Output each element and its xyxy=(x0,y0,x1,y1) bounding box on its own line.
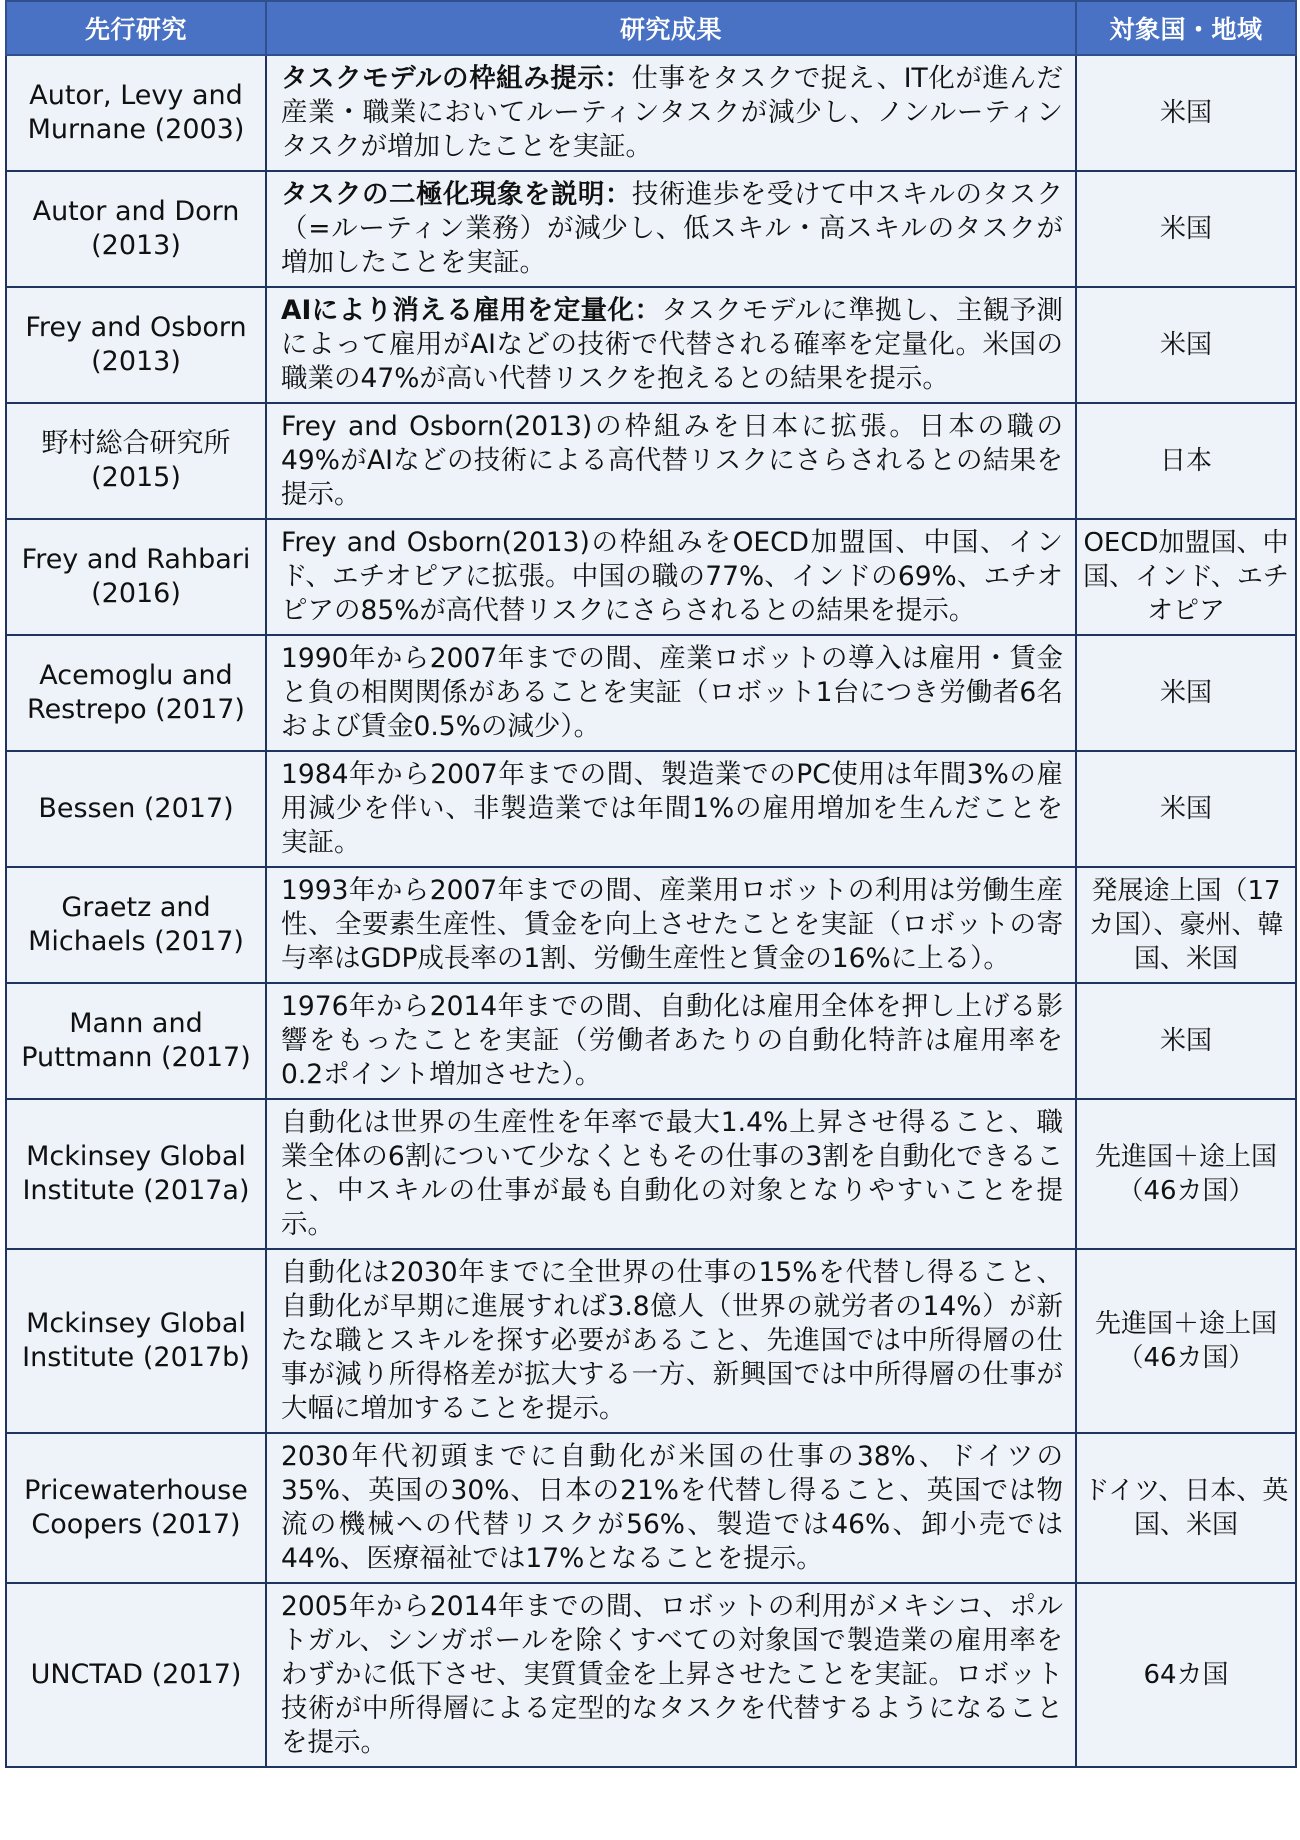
table-row xyxy=(6,403,1296,519)
research-table-container xyxy=(5,0,1295,1768)
result-text: Frey and Osborn(2013)の枠組みをOECD加盟国、中国、インド、エチオピアに拡張。中国の職の77%、インドの69%、エチオピアの85%が高代替リスクにさらされるとの結果を提示。 xyxy=(281,527,1063,626)
region-cell: 64カ国 xyxy=(1076,1583,1296,1767)
table-row xyxy=(6,751,1296,867)
study-cell: Frey and Osborn (2013) xyxy=(6,287,266,403)
table-row xyxy=(6,1433,1296,1583)
result-text: 2030年代初頭までに自動化が米国の仕事の38%、ドイツの35%、英国の30%、日本の21%を代替し得ること、英国では物流の機械への代替リスクが56%、製造では46%、卸小売では44%、医療福祉では17%となることを提示。 xyxy=(281,1441,1063,1574)
result-text: タスクモデルに準拠し、主観予測によって雇用がAIなどの技術で代替される確率を定量化。米国の職業の47%が高い代替リスクを抱えるとの結果を提示。 xyxy=(281,295,1063,394)
study-cell: Frey and Rahbari (2016) xyxy=(6,519,266,635)
region-cell: ドイツ、日本、英国、米国 xyxy=(1076,1433,1296,1583)
result-cell xyxy=(266,287,1076,403)
study-cell: Graetz and Michaels (2017) xyxy=(6,867,266,983)
study-cell: Bessen (2017) xyxy=(6,751,266,867)
table-row xyxy=(6,287,1296,403)
result-text: 1976年から2014年までの間、自動化は雇用全体を押し上げる影響をもったことを実証（労働者あたりの自動化特許は雇用率を0.2ポイント増加させた）。 xyxy=(281,991,1063,1090)
table-row xyxy=(6,1099,1296,1249)
header-region: 対象国・地域 xyxy=(1076,1,1296,55)
study-cell: Mckinsey Global Institute (2017b) xyxy=(6,1249,266,1433)
region-cell: 米国 xyxy=(1076,751,1296,867)
result-text: Frey and Osborn(2013)の枠組みを日本に拡張。日本の職の49%がAIなどの技術による高代替リスクにさらされるとの結果を提示。 xyxy=(281,411,1063,510)
region-cell: 米国 xyxy=(1076,635,1296,751)
region-cell: OECD加盟国、中国、インド、エチオピア xyxy=(1076,519,1296,635)
study-cell: Autor and Dorn (2013) xyxy=(6,171,266,287)
result-cell xyxy=(266,751,1076,867)
result-text: 技術進歩を受けて中スキルのタスク（=ルーティン業務）が減少し、低スキル・高スキルのタスクが増加したことを実証。 xyxy=(281,179,1063,278)
table-row xyxy=(6,1583,1296,1767)
header-row xyxy=(6,1,1296,55)
table-row xyxy=(6,867,1296,983)
study-cell: Pricewaterhouse Coopers (2017) xyxy=(6,1433,266,1583)
table-row xyxy=(6,635,1296,751)
result-lead: AIにより消える雇用を定量化： xyxy=(281,295,662,326)
study-cell: 野村総合研究所 (2015) xyxy=(6,403,266,519)
research-table xyxy=(5,0,1297,1768)
table-row xyxy=(6,55,1296,171)
result-cell xyxy=(266,1099,1076,1249)
result-cell xyxy=(266,635,1076,751)
result-text: 1993年から2007年までの間、産業用ロボットの利用は労働生産性、全要素生産性、賃金を向上させたことを実証（ロボットの寄与率はGDP成長率の1割、労働生産性と賃金の16%に上る）。 xyxy=(281,875,1063,974)
result-text: 2005年から2014年までの間、ロボットの利用がメキシコ、ポルトガル、シンガポールを除くすべての対象国で製造業の雇用率をわずかに低下させ、実質賃金を上昇させたことを実証。ロボット技術が中所得層による定型的なタスクを代替するようになることを提示。 xyxy=(281,1591,1063,1758)
region-cell: 米国 xyxy=(1076,55,1296,171)
region-cell: 先進国＋途上国（46カ国） xyxy=(1076,1099,1296,1249)
study-cell: Acemoglu and Restrepo (2017) xyxy=(6,635,266,751)
result-lead: タスクモデルの枠組み提示： xyxy=(281,63,632,94)
study-cell: Mann and Puttmann (2017) xyxy=(6,983,266,1099)
region-cell: 米国 xyxy=(1076,287,1296,403)
table-row xyxy=(6,519,1296,635)
table-body xyxy=(6,55,1296,1767)
result-cell xyxy=(266,1583,1076,1767)
study-cell: UNCTAD (2017) xyxy=(6,1583,266,1767)
result-text: 自動化は世界の生産性を年率で最大1.4%上昇させ得ること、職業全体の6割について少なくともその仕事の3割を自動化できること、中スキルの仕事が最も自動化の対象となりやすいことを提示。 xyxy=(281,1107,1063,1240)
region-cell: 発展途上国（17カ国）、豪州、韓国、米国 xyxy=(1076,867,1296,983)
result-cell xyxy=(266,55,1076,171)
table-row xyxy=(6,171,1296,287)
result-text: 1990年から2007年までの間、産業ロボットの導入は雇用・賃金と負の相関関係があることを実証（ロボット1台につき労働者6名および賃金0.5%の減少）。 xyxy=(281,643,1063,742)
result-text: 1984年から2007年までの間、製造業でのPC使用は年間3%の雇用減少を伴い、非製造業では年間1%の雇用増加を生んだことを実証。 xyxy=(281,759,1063,858)
result-cell xyxy=(266,1249,1076,1433)
result-text: 仕事をタスクで捉え、IT化が進んだ産業・職業においてルーティンタスクが減少し、ノンルーティンタスクが増加したことを実証。 xyxy=(281,63,1063,162)
study-cell: Mckinsey Global Institute (2017a) xyxy=(6,1099,266,1249)
result-cell xyxy=(266,403,1076,519)
region-cell: 先進国＋途上国（46カ国） xyxy=(1076,1249,1296,1433)
result-cell xyxy=(266,519,1076,635)
region-cell: 米国 xyxy=(1076,983,1296,1099)
result-cell xyxy=(266,867,1076,983)
result-text: 自動化は2030年までに全世界の仕事の15%を代替し得ること、自動化が早期に進展すれば3.8億人（世界の就労者の14%）が新たな職とスキルを探す必要があること、先進国では中所得層の仕事が減り所得格差が拡大する一方、新興国では中所得層の仕事が大幅に増加することを提示。 xyxy=(281,1257,1063,1424)
header-study: 先行研究 xyxy=(6,1,266,55)
table-header xyxy=(6,1,1296,55)
region-cell: 日本 xyxy=(1076,403,1296,519)
region-cell: 米国 xyxy=(1076,171,1296,287)
result-cell xyxy=(266,1433,1076,1583)
table-row xyxy=(6,1249,1296,1433)
study-cell: Autor, Levy and Murnane (2003) xyxy=(6,55,266,171)
result-lead: タスクの二極化現象を説明： xyxy=(281,179,632,210)
header-result: 研究成果 xyxy=(266,1,1076,55)
result-cell xyxy=(266,983,1076,1099)
result-cell xyxy=(266,171,1076,287)
table-row xyxy=(6,983,1296,1099)
